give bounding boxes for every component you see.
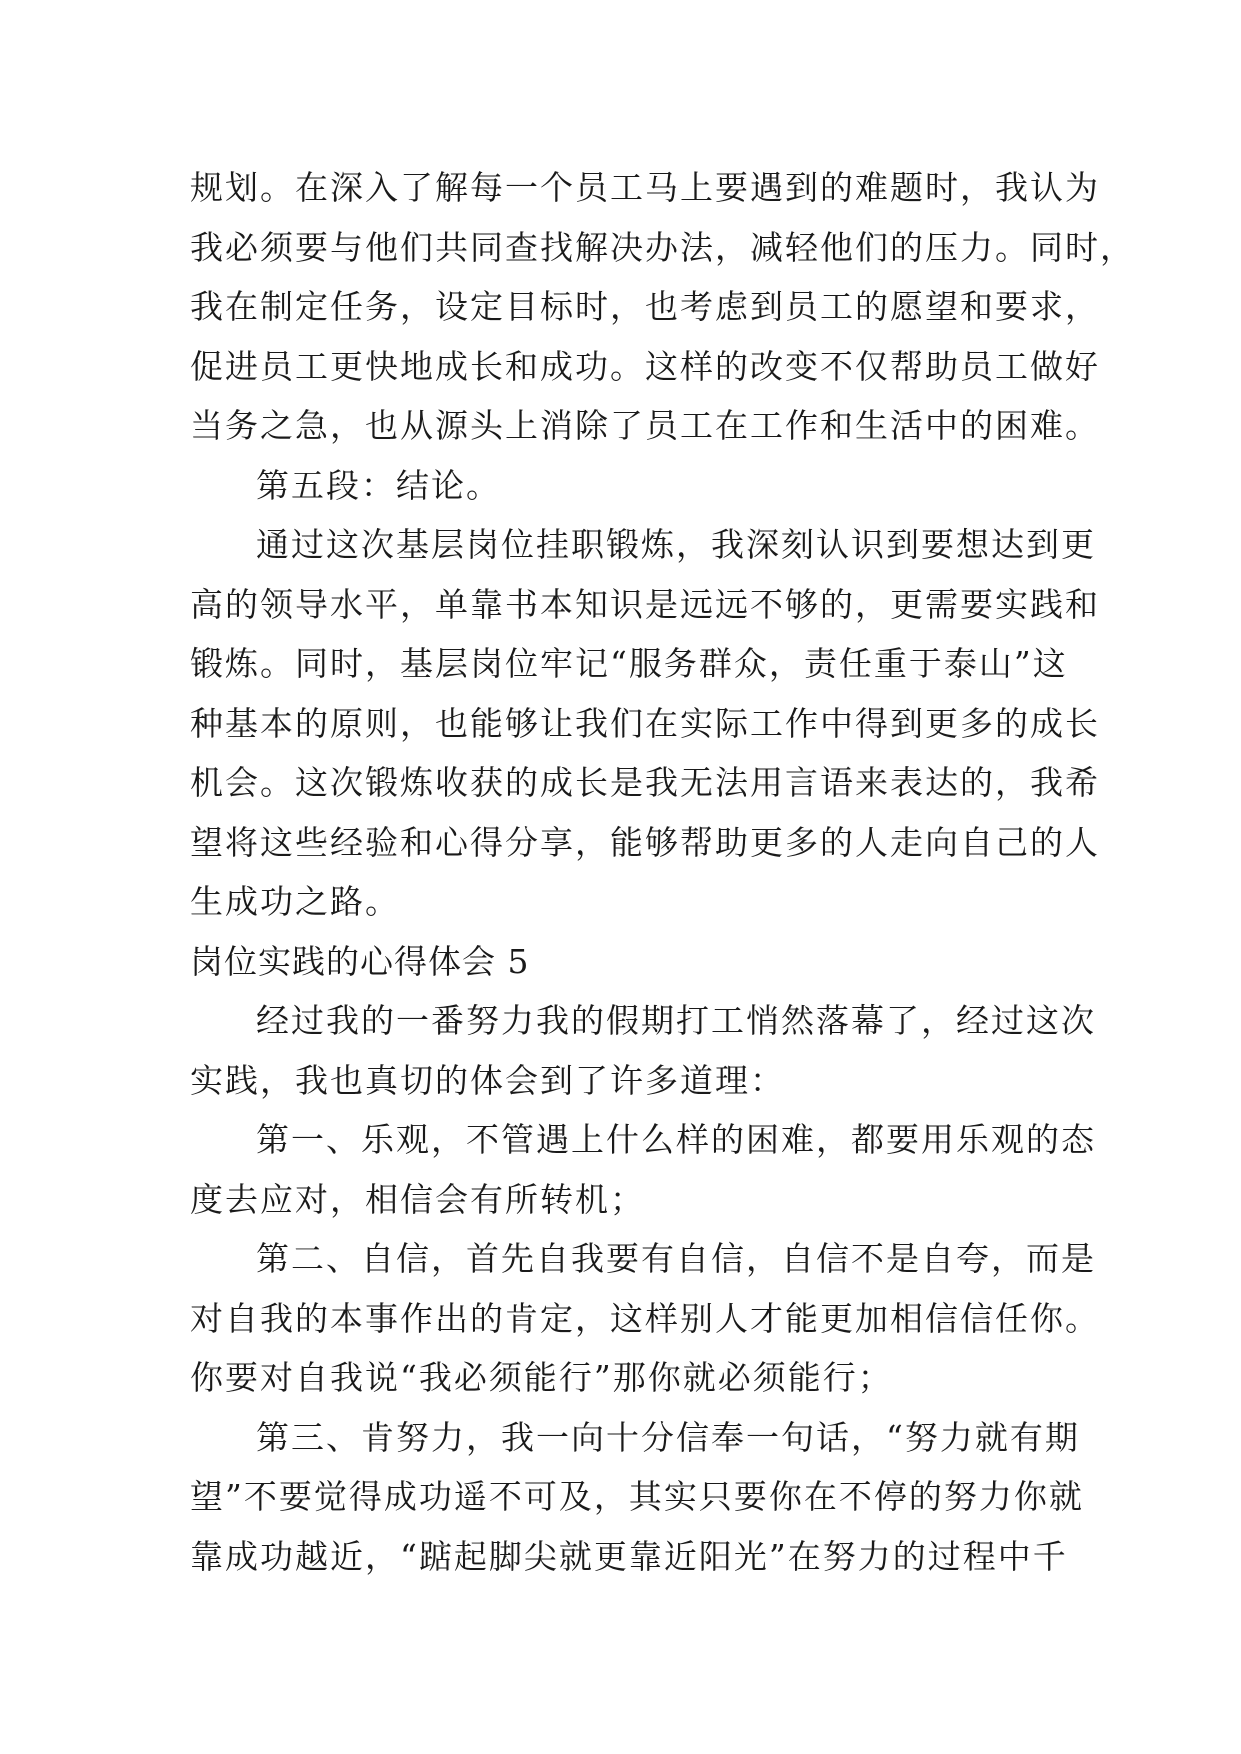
text-line: 促进员工更快地成长和成功。这样的改变不仅帮助员工做好 <box>190 346 1100 386</box>
text-line: 靠成功越近，“踮起脚尖就更靠近阳光”在努力的过程中千 <box>190 1536 1068 1576</box>
text-line: 度去应对，相信会有所转机； <box>190 1179 645 1219</box>
text-line: 锻炼。同时，基层岗位牢记“服务群众，责任重于泰山”这 <box>190 644 1068 683</box>
section-heading: 第五段：结论。 <box>256 465 501 505</box>
text-line: 望”不要觉得成功遥不可及，其实只要你在不停的努力你就 <box>190 1477 1084 1516</box>
text-line: 我必须要与他们共同查找解决办法，减轻他们的压力。同时， <box>190 227 1135 267</box>
text-line: 我在制定任务，设定目标时，也考虑到员工的愿望和要求， <box>190 287 1100 326</box>
document-body <box>190 158 1135 1586</box>
text-line: 规划。在深入了解每一个员工马上要遇到的难题时，我认为 <box>190 168 1100 207</box>
text-line: 通过这次基层岗位挂职锻炼，我深刻认识到要想达到更 <box>256 525 1096 564</box>
text-line: 第一、乐观，不管遇上什么样的困难，都要用乐观的态 <box>256 1120 1096 1159</box>
text-line: 机会。这次锻炼收获的成长是我无法用言语来表达的，我希 <box>190 763 1100 802</box>
text-line: 第三、肯努力，我一向十分信奉一句话，“努力就有期 <box>256 1417 1080 1457</box>
document-title: 岗位实践的心得体会 5 <box>190 941 530 981</box>
text-line: 种基本的原则，也能够让我们在实际工作中得到更多的成长 <box>190 703 1100 743</box>
text-line: 生成功之路。 <box>190 882 400 921</box>
text-line: 第二、自信，首先自我要有自信，自信不是自夸，而是 <box>256 1239 1096 1278</box>
text-line: 望将这些经验和心得分享，能够帮助更多的人走向自己的人 <box>190 822 1100 862</box>
text-line: 经过我的一番努力我的假期打工悄然落幕了，经过这次 <box>256 1001 1096 1040</box>
text-line: 你要对自我说“我必须能行”那你就必须能行； <box>190 1358 893 1397</box>
text-line: 对自我的本事作出的肯定，这样别人才能更加相信信任你。 <box>190 1298 1100 1338</box>
text-line: 实践，我也真切的体会到了许多道理： <box>190 1060 785 1100</box>
text-line: 当务之急，也从源头上消除了员工在工作和生活中的困难。 <box>190 406 1100 445</box>
text-line: 高的领导水平，单靠书本知识是远远不够的，更需要实践和 <box>190 584 1100 624</box>
